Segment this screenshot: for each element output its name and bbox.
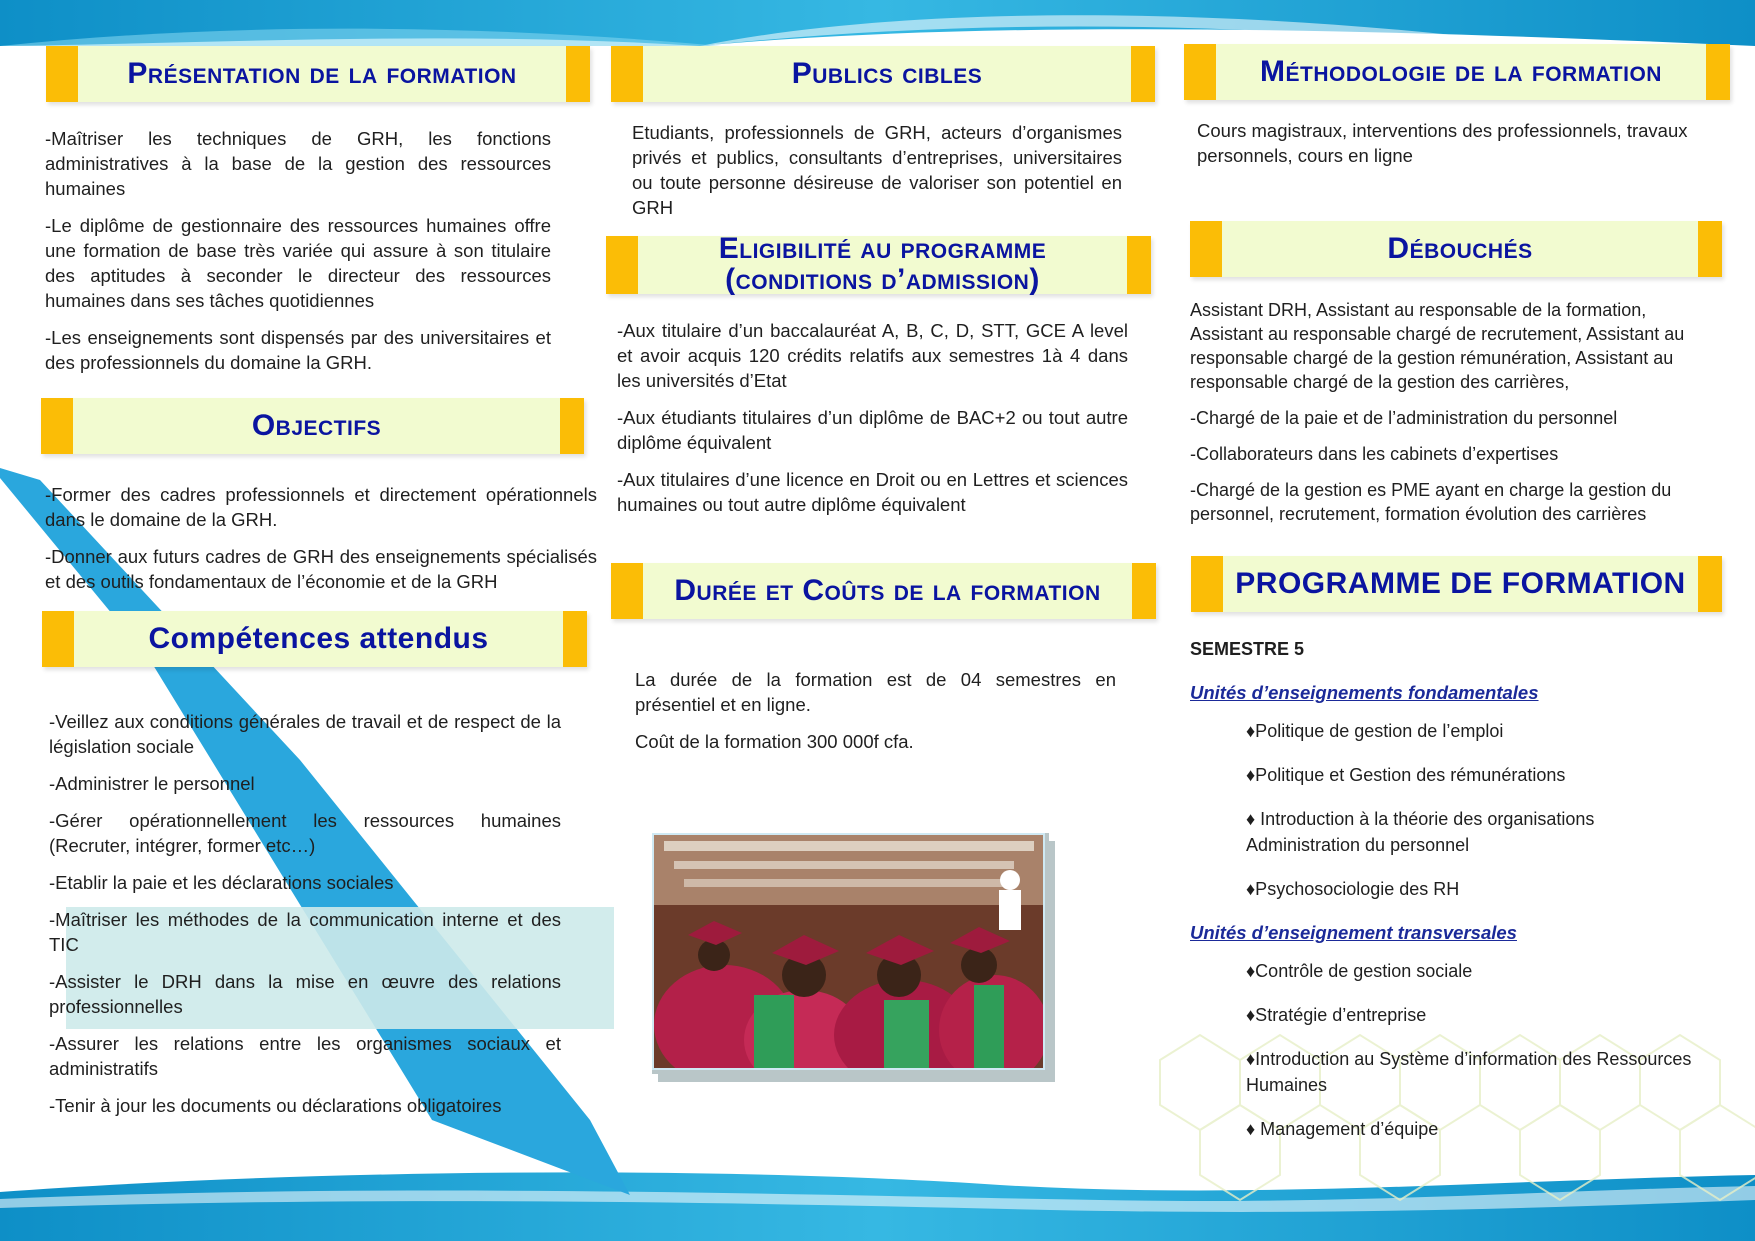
competence-item: -Administrer le personnel: [49, 773, 255, 794]
publics-heading: [611, 46, 1155, 102]
duree-p1: La durée de la formation est de 04 semestres en présentiel et en ligne.: [635, 669, 1116, 715]
objectifs-p1: -Former des cadres professionnels et directement opérationnels dans le domaine de la GRH.: [45, 484, 597, 530]
semestre-label: SEMESTRE 5: [1190, 639, 1305, 659]
debouches-item: Assistant DRH, Assistant au responsable de la formation, Assistant au responsable chargé de recrutement, Assistant au responsable chargé de la gestion rémunération, Assistant au responsable chargé de la gestion des carrières,: [1190, 300, 1685, 392]
debouches-heading: [1190, 221, 1722, 277]
eligibilite-item: -Aux titulaire d’un baccalauréat A, B, C, D, STT, GCE A level et avoir acquis 120 crédits relatifs aux semestres 1à 4 dans les universités d’Etat: [617, 320, 1128, 391]
eligibilite-title: [719, 234, 1047, 295]
programme-title: PROGRAMME DE FORMATION: [1235, 566, 1686, 600]
objectifs-p2: -Donner aux futurs cadres de GRH des enseignements spécialisés et des outils fondamentaux de l’économie et de la GRH: [45, 546, 597, 592]
eligibilite-item: -Aux titulaires d’une licence en Droit ou en Lettres et sciences humaines ou tout autre diplôme équivalent: [617, 469, 1128, 515]
duree-p2: Coût de la formation 300 000f cfa.: [635, 731, 914, 752]
competence-item: -Veillez aux conditions générales de travail et de respect de la législation sociale: [49, 711, 561, 757]
debouches-item: -Chargé de la gestion es PME ayant en charge la gestion du personnel, recrutement, formation évolution des carrières: [1190, 480, 1672, 524]
programme-item: ♦ Introduction à la théorie des organisations Administration du personnel: [1246, 809, 1595, 855]
debouches-item: -Chargé de la paie et de l’administration du personnel: [1190, 408, 1618, 428]
presentation-p3: -Les enseignements sont dispensés par des universitaires et des professionnels du domaine la GRH.: [45, 327, 551, 373]
competences-title: Compétences attendus: [148, 621, 489, 655]
methodologie-heading: [1184, 44, 1730, 100]
presentation-p1: -Maîtriser les techniques de GRH, les fonctions administratives à la base de la gestion des ressources humaines: [45, 128, 551, 199]
graduation-photo: [652, 833, 1045, 1070]
methodologie-body: [1197, 118, 1717, 180]
duree-title: Durée et Coûts de la formation: [674, 573, 1101, 607]
programme-body: [1190, 636, 1710, 1160]
competence-item: -Gérer opérationnellement les ressources humaines (Recruter, intégrer, former etc…): [49, 810, 561, 856]
eligibilite-item: -Aux étudiants titulaires d’un diplôme de BAC+2 ou tout autre diplôme équivalent: [617, 407, 1128, 453]
presentation-body: [45, 126, 551, 387]
debouches-title: Débouchés: [1387, 231, 1533, 265]
ue-transversales-label: Unités d’enseignement transversales: [1190, 922, 1517, 943]
competence-item: -Assurer les relations entre les organismes sociaux et administratifs: [49, 1033, 561, 1079]
duree-heading: [611, 563, 1156, 619]
presentation-title: Présentation de la formation: [127, 56, 517, 90]
photo-frame: [652, 833, 1049, 1074]
eligibilite-body: [617, 318, 1128, 529]
publics-title: Publics cibles: [791, 56, 983, 90]
methodologie-text: Cours magistraux, interventions des professionnels, travaux personnels, cours en ligne: [1197, 120, 1688, 166]
objectifs-heading: [41, 398, 584, 454]
publics-text: Etudiants, professionnels de GRH, acteurs d’organismes privés et publics, consultants d’entreprises, universitaires ou toute personne désireuse de valoriser son potentiel en GRH: [632, 122, 1122, 218]
competences-body: [49, 709, 561, 1130]
programme-heading: [1191, 556, 1722, 612]
eligibilite-heading: [606, 232, 1151, 296]
programme-item: ♦Contrôle de gestion sociale: [1246, 961, 1473, 981]
debouches-item: -Collaborateurs dans les cabinets d’expertises: [1190, 444, 1559, 464]
duree-body: [635, 667, 1116, 766]
graduation-image: [654, 835, 1045, 1070]
presentation-p2: -Le diplôme de gestionnaire des ressources humaines offre une formation de base très variée qui assure à son titulaire des aptitudes à seconder le directeur des ressources humaines dans ses tâches quotidiennes: [45, 215, 551, 311]
objectifs-body: [45, 482, 597, 606]
programme-item: ♦Politique de gestion de l’emploi: [1246, 721, 1504, 741]
competence-item: -Tenir à jour les documents ou déclarations obligatoires: [49, 1095, 502, 1116]
competences-heading: [42, 611, 587, 667]
eligibilite-title-line2: (conditions d’admission): [725, 263, 1040, 296]
methodologie-title: Méthodologie de la formation: [1260, 54, 1662, 88]
objectifs-title: Objectifs: [251, 408, 382, 442]
publics-body: [632, 120, 1122, 232]
presentation-heading: [46, 46, 590, 102]
programme-item: ♦Psychosociologie des RH: [1246, 879, 1460, 899]
competence-item: -Assister le DRH dans la mise en œuvre des relations professionnelles: [49, 971, 561, 1017]
competence-item: -Etablir la paie et les déclarations sociales: [49, 872, 394, 893]
debouches-body: [1190, 298, 1710, 538]
ue-fondamentales-label: Unités d’enseignements fondamentales: [1190, 682, 1539, 703]
competence-item: -Maîtriser les méthodes de la communication interne et des TIC: [49, 909, 561, 955]
programme-item: ♦Introduction au Système d’information des Ressources Humaines: [1246, 1049, 1692, 1095]
eligibilite-title-line1: Eligibilité au programme: [718, 232, 1047, 266]
programme-item: ♦Stratégie d’entreprise: [1246, 1005, 1427, 1025]
programme-item: ♦Politique et Gestion des rémunérations: [1246, 765, 1566, 785]
programme-item: ♦ Management d’équipe: [1246, 1119, 1439, 1139]
